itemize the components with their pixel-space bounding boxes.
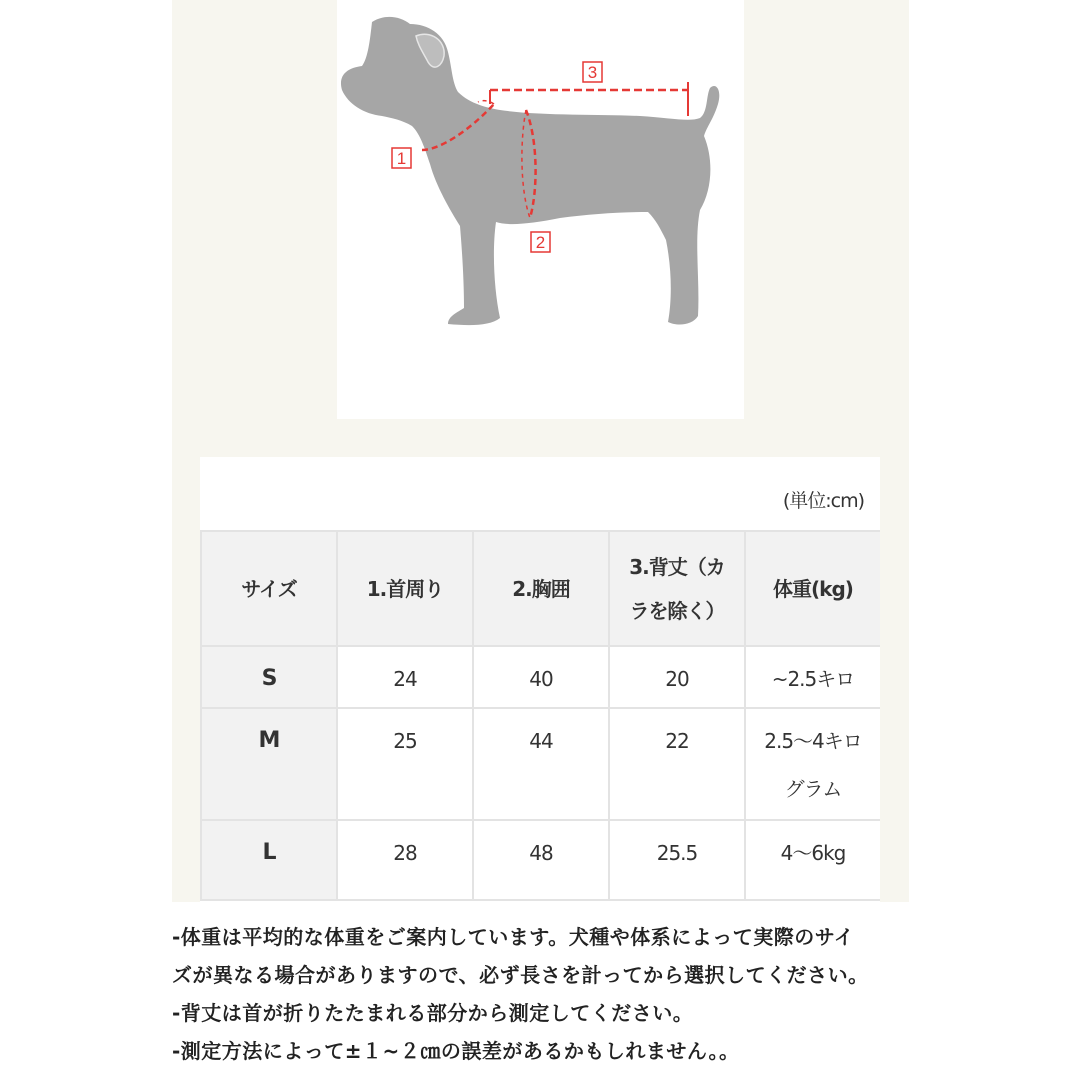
header-back-line2: ラを除く） — [629, 598, 725, 623]
header-neck: 1.首周り — [337, 531, 473, 646]
cell-neck: 28 — [337, 820, 473, 900]
svg-text:1: 1 — [396, 149, 407, 168]
cell-back: 20 — [609, 646, 745, 708]
dog-measurement-figure — [337, 0, 744, 419]
cell-size: S — [201, 646, 337, 708]
header-chest: 2.胸囲 — [473, 531, 609, 646]
size-notes — [172, 918, 972, 1070]
header-weight: 体重(kg) — [745, 531, 880, 646]
neck-measure-back — [478, 101, 494, 104]
cell-weight-line1: 2.5〜4キロ — [764, 729, 862, 753]
size-table — [200, 530, 880, 901]
marker-2 — [531, 232, 550, 252]
cell-chest: 40 — [473, 646, 609, 708]
size-table-card — [200, 457, 880, 902]
note-line: ズが異なる場合がありますので、必ず長さを計ってから選択してください。 — [172, 963, 869, 987]
cell-neck: 25 — [337, 708, 473, 820]
cell-chest: 44 — [473, 708, 609, 820]
dog-silhouette-diagram — [337, 0, 744, 419]
unit-note: (単位:cm) — [782, 490, 864, 512]
svg-text:3: 3 — [587, 63, 598, 82]
cell-weight: 4〜6kg — [745, 820, 880, 900]
header-back — [609, 531, 745, 646]
cell-weight-line2: グラム — [784, 777, 842, 801]
marker-3 — [583, 62, 602, 82]
cell-weight — [745, 708, 880, 820]
table-row — [201, 646, 880, 708]
note-line: -背丈は首が折りたたまれる部分から測定してください。 — [172, 1001, 694, 1025]
note-line: -測定方法によって±１~２㎝の誤差があるかもしれません。。 — [172, 1039, 740, 1063]
cell-chest: 48 — [473, 820, 609, 900]
cell-weight: ~2.5キロ — [745, 646, 880, 708]
table-row — [201, 708, 880, 820]
header-size: サイズ — [201, 531, 337, 646]
table-header-row — [201, 531, 880, 646]
cell-back: 25.5 — [609, 820, 745, 900]
note-line: -体重は平均的な体重をご案内しています。犬種や体系によって実際のサイ — [172, 925, 855, 949]
cell-size: L — [201, 820, 337, 900]
cell-neck: 24 — [337, 646, 473, 708]
svg-text:2: 2 — [535, 233, 546, 252]
header-back-line1: 3.背丈（カ — [629, 554, 725, 579]
marker-1 — [392, 148, 411, 168]
table-row — [201, 820, 880, 900]
dog-silhouette — [341, 17, 719, 325]
cell-size: M — [201, 708, 337, 820]
cell-back: 22 — [609, 708, 745, 820]
